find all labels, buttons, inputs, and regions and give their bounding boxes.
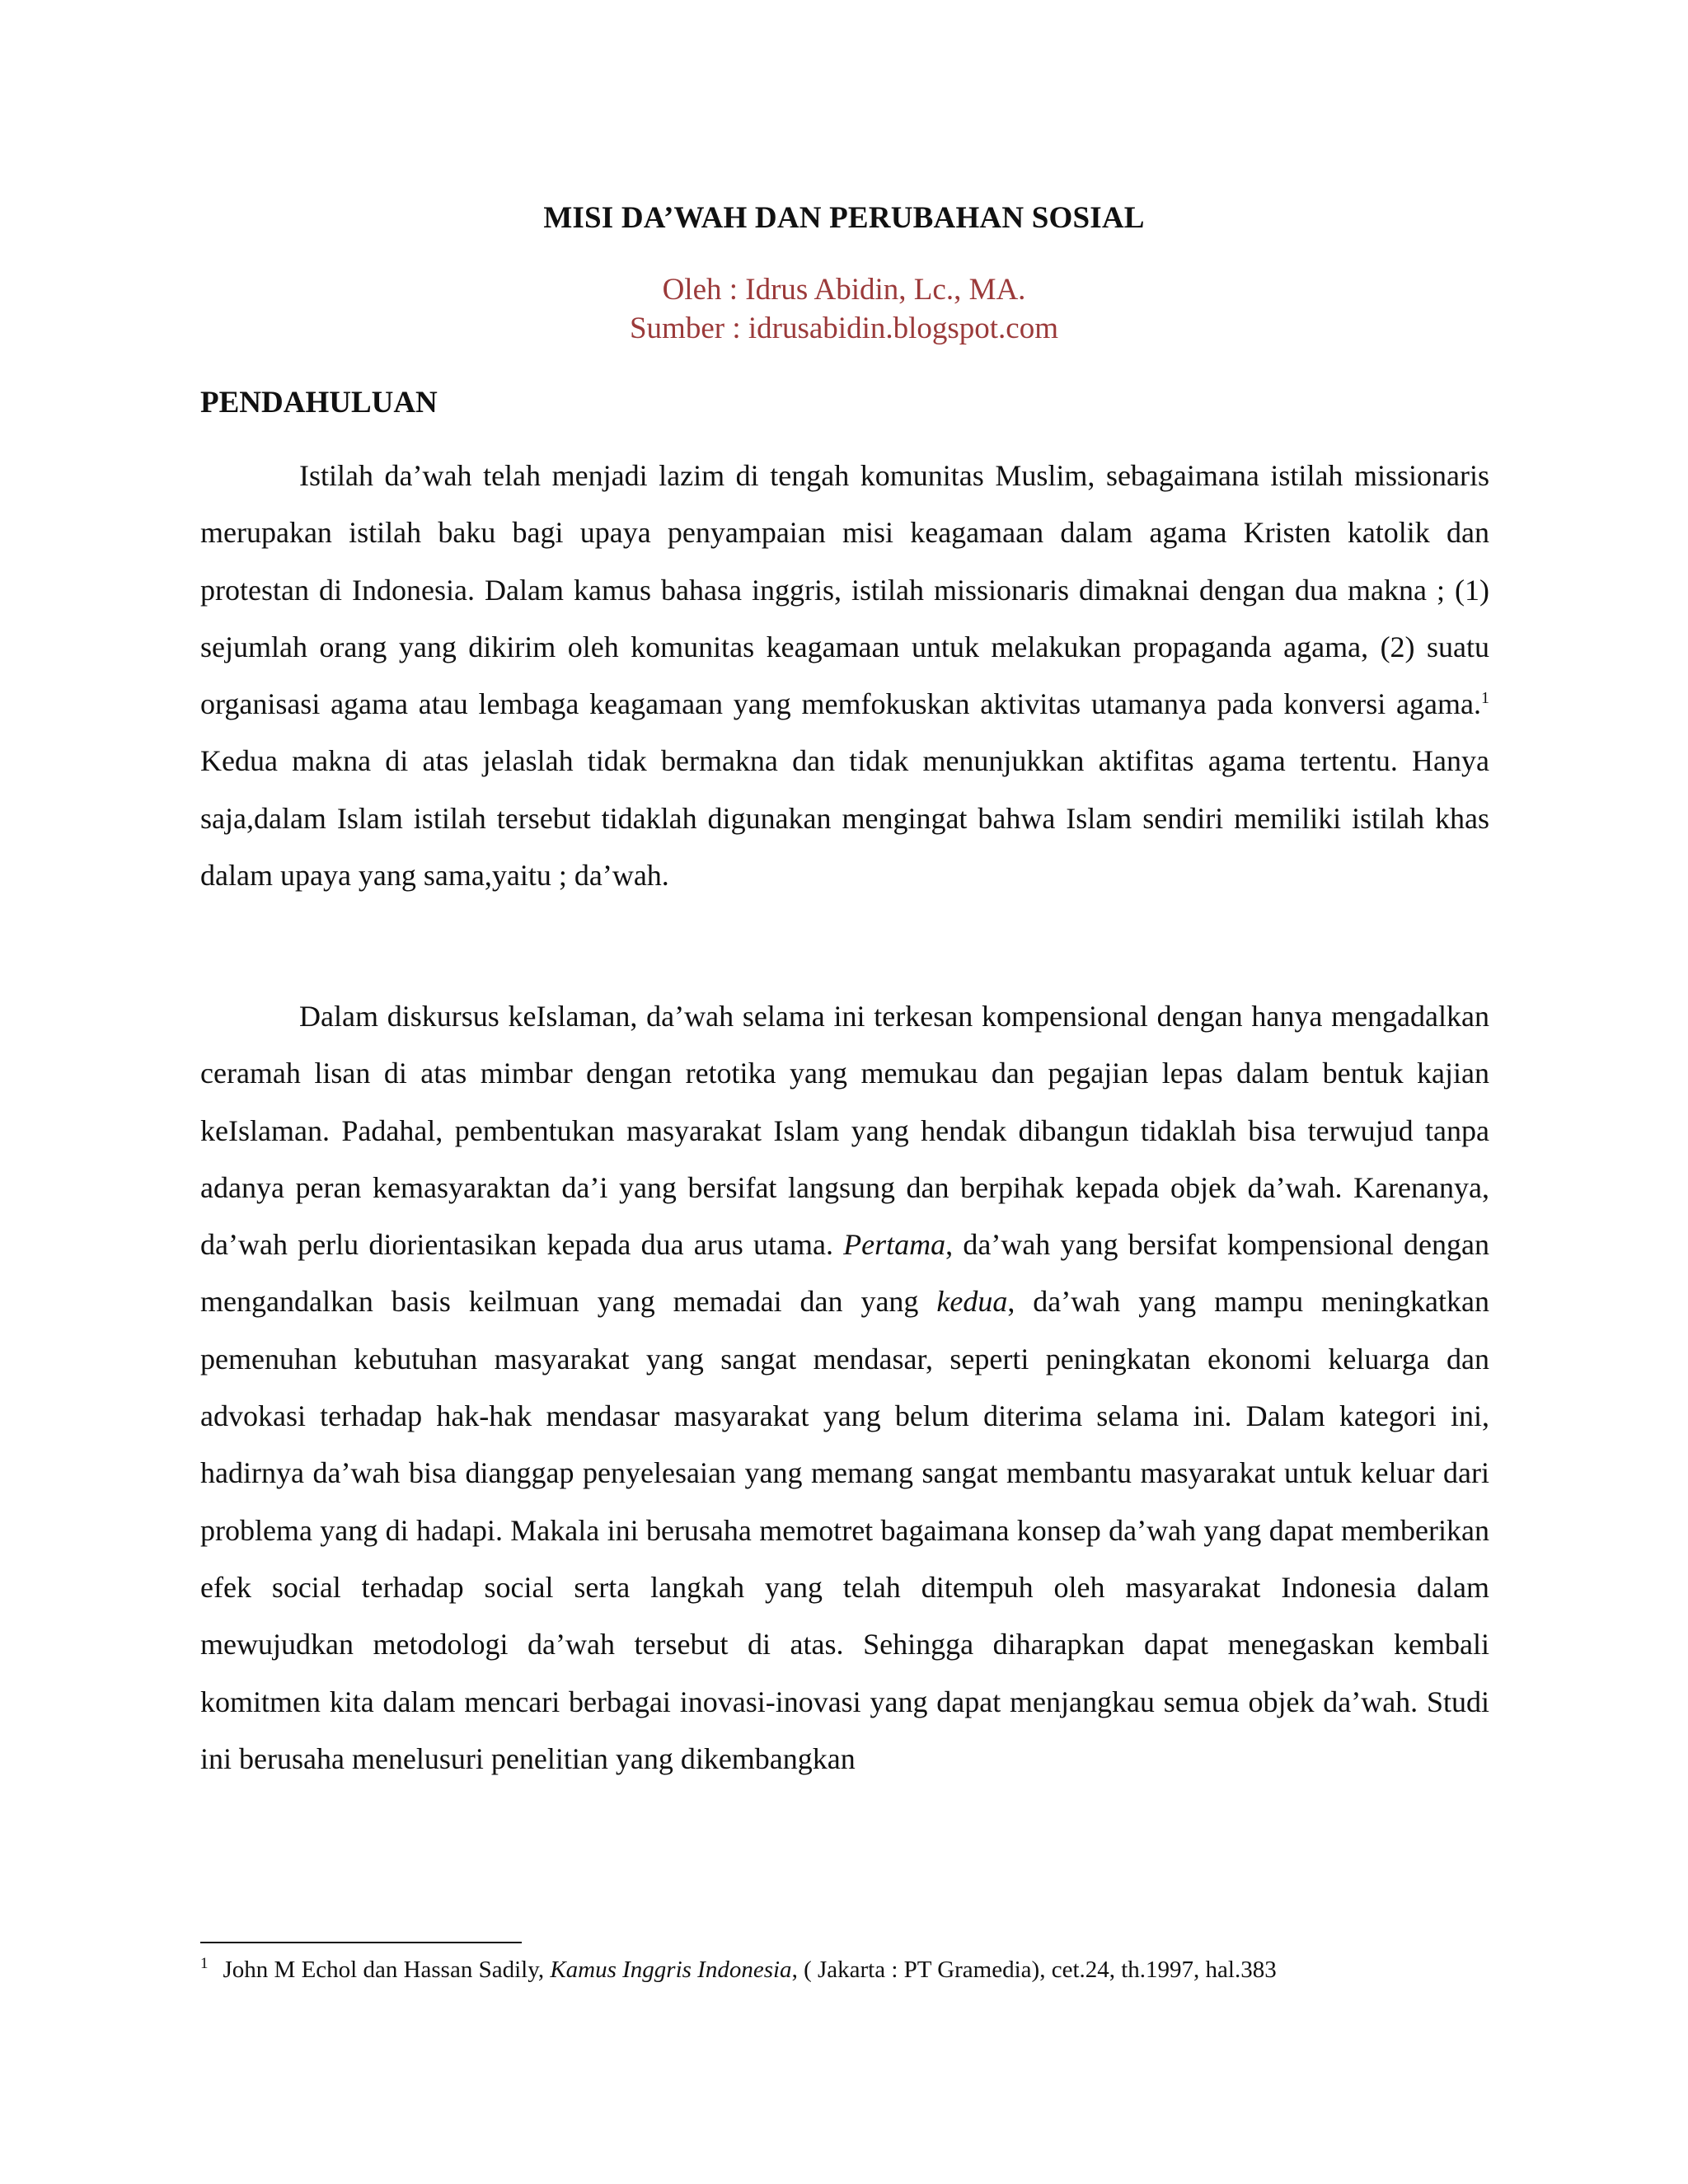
document-title: MISI DA’WAH DAN PERUBAHAN SOSIAL <box>543 201 1145 235</box>
section-heading: PENDAHULUAN <box>200 386 438 419</box>
paragraph-2 <box>200 988 1489 1788</box>
byline <box>0 270 1688 348</box>
paragraph-1 <box>200 448 1489 904</box>
footnote-italic-title: Kamus Inggris Indonesia <box>550 1957 792 1983</box>
footnote-divider <box>200 1942 522 1943</box>
paragraph-1-text-a: Istilah da’wah telah menjadi lazim di tengah komunitas Muslim, sebagaimana istilah missionaris merupakan istilah baku bagi upaya penyampaian misi keagamaan dalam agama Kristen katolik dan protestan di Indonesia. Dalam kamus bahasa inggris, istilah missionaris dimaknai dengan dua makna ; (1) sejumlah orang yang dikirim oleh komunitas keagamaan untuk melakukan propaganda agama, (2) suatu organisasi agama atau lembaga keagamaan yang memfokuskan aktivitas utamanya pada konversi agama. <box>200 459 1489 721</box>
paragraph-2-italic-pertama: Pertama <box>843 1228 946 1262</box>
paragraph-2-text-c: , da’wah yang mampu meningkatkan pemenuhan kebutuhan masyarakat yang sangat mendasar, seperti peningkatan ekonomi keluarga dan advokasi terhadap hak-hak mendasar masyarakat yang belum diterima selama ini. Dalam kategori ini, hadirnya da’wah bisa dianggap penyelesaian yang memang sangat membantu masyarakat untuk keluar dari problema yang di hadapi. Makala ini berusaha memotret bagaimana konsep da’wah yang dapat memberikan efek social terhadap social serta langkah yang telah ditempuh oleh masyarakat Indonesia dalam mewujudkan metodologi da’wah tersebut di atas. Sehingga diharapkan dapat menegaskan kembali komitmen kita dalam mencari berbagai inovasi-inovasi yang dapat menjangkau semua objek da’wah. Studi ini berusaha menelusuri penelitian yang dikembangkan <box>200 1285 1489 1775</box>
footnote-text-b: , ( Jakarta : PT Gramedia), cet.24, th.1997, hal.383 <box>791 1957 1277 1983</box>
footnote-number: 1 <box>200 1955 209 1973</box>
footnote <box>200 1953 1519 1986</box>
author-line: Oleh : Idrus Abidin, Lc., MA. <box>662 273 1026 307</box>
paragraph-2-text-a: Dalam diskursus keIslaman, da’wah selama ini terkesan kompensional dengan hanya mengadalkan ceramah lisan di atas mimbar dengan retotika yang memukau dan pegajian lepas dalam bentuk kajian keIslaman. Padahal, pembentukan masyarakat Islam yang hendak dibangun tidaklah bisa terwujud tanpa adanya peran kemasyaraktan da’i yang bersifat langsung dan berpihak kepada objek da’wah. Karenanya, da’wah perlu diorientasikan kepada dua arus utama. <box>200 1000 1489 1262</box>
source-line: Sumber : idrusabidin.blogspot.com <box>629 312 1059 345</box>
paragraph-2-text-b: , da’wah yang bersifat kompensional dengan mengandalkan basis keilmuan yang memadai dan yang <box>200 1228 1489 1319</box>
footnote-text-a: John M Echol dan Hassan Sadily, <box>223 1957 551 1983</box>
paragraph-1-text-b: Kedua makna di atas jelaslah tidak bermakna dan tidak menunjukkan aktifitas agama tertentu. Hanya saja,dalam Islam istilah tersebut tidaklah digunakan mengingat bahwa Islam sendiri memiliki istilah khas dalam upaya yang sama,yaitu ; da’wah. <box>200 744 1489 893</box>
footnote-reference[interactable]: 1 <box>1481 689 1489 708</box>
paragraph-2-italic-kedua: kedua <box>936 1285 1008 1319</box>
